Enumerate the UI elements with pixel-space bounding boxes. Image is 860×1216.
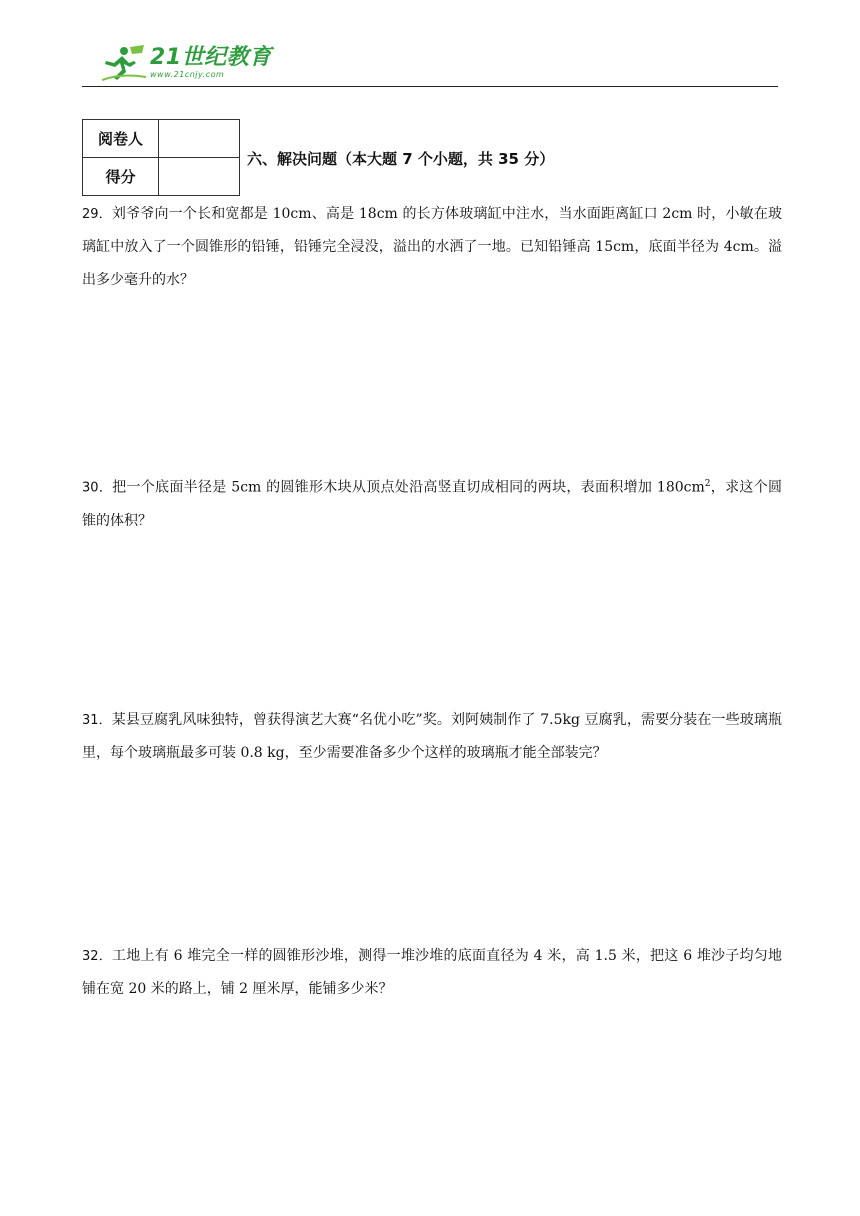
- question-text: 某县豆腐乳风味独特，曾获得演艺大赛“名优小吃”奖。刘阿姨制作了 7.5kg 豆腐乳，需要分装在一些玻璃瓶里，每个玻璃瓶最多可装 0.8 kg，至少需要准备多少个这样的玻璃瓶才能全部装完？: [82, 712, 782, 761]
- logo-title: 21世纪教育: [150, 45, 272, 70]
- question-text: 刘爷爷向一个长和宽都是 10cm、高是 18cm 的长方体玻璃缸中注水，当水面距离缸口 2cm 时，小敏在玻璃缸中放入了一个圆锥形的铅锤，铅锤完全浸没，溢出的水洒了一地。已知铅锤高 15cm，底面半径为 4cm。溢出多少毫升的水？: [82, 206, 782, 288]
- score-table-row: [83, 120, 240, 158]
- question-text: 工地上有 6 堆完全一样的圆锥形沙堆，测得一堆沙堆的底面直径为 4 米，高 1.5 米，把这 6 堆沙子均匀地铺在宽 20 米的路上，铺 2 厘米厚，能铺多少米？: [82, 948, 783, 997]
- question-number: 32．: [82, 949, 113, 964]
- runner-logo-icon: [102, 43, 148, 83]
- question-31: [82, 704, 782, 770]
- score-field: [159, 158, 240, 196]
- question-29: [82, 198, 782, 297]
- score-label: 得分: [83, 158, 159, 196]
- question-number: 30．: [82, 480, 113, 496]
- reviewer-field: [159, 120, 240, 158]
- question-number: 31．: [82, 713, 112, 728]
- question-number: 29．: [82, 207, 112, 222]
- reviewer-label: 阅卷人: [83, 120, 159, 158]
- question-30: [82, 468, 782, 538]
- score-table-row: [83, 158, 240, 196]
- question-text-end: ，求这个圆锥的体积？: [82, 479, 783, 529]
- question-text: 把一个底面半径是 5cm 的圆锥形木块从顶点处沿高竖直切成相同的两块，表面积增加 180cm: [112, 479, 705, 496]
- logo-url: www.21cnjy.com: [150, 70, 225, 79]
- question-32: [82, 940, 782, 1006]
- section-title: 六、解决问题（本大题 7 个小题，共 35 分）: [247, 150, 555, 168]
- page-header: [82, 40, 778, 87]
- logo: [102, 42, 272, 84]
- superscript: 2: [704, 479, 711, 489]
- score-table: [82, 119, 240, 196]
